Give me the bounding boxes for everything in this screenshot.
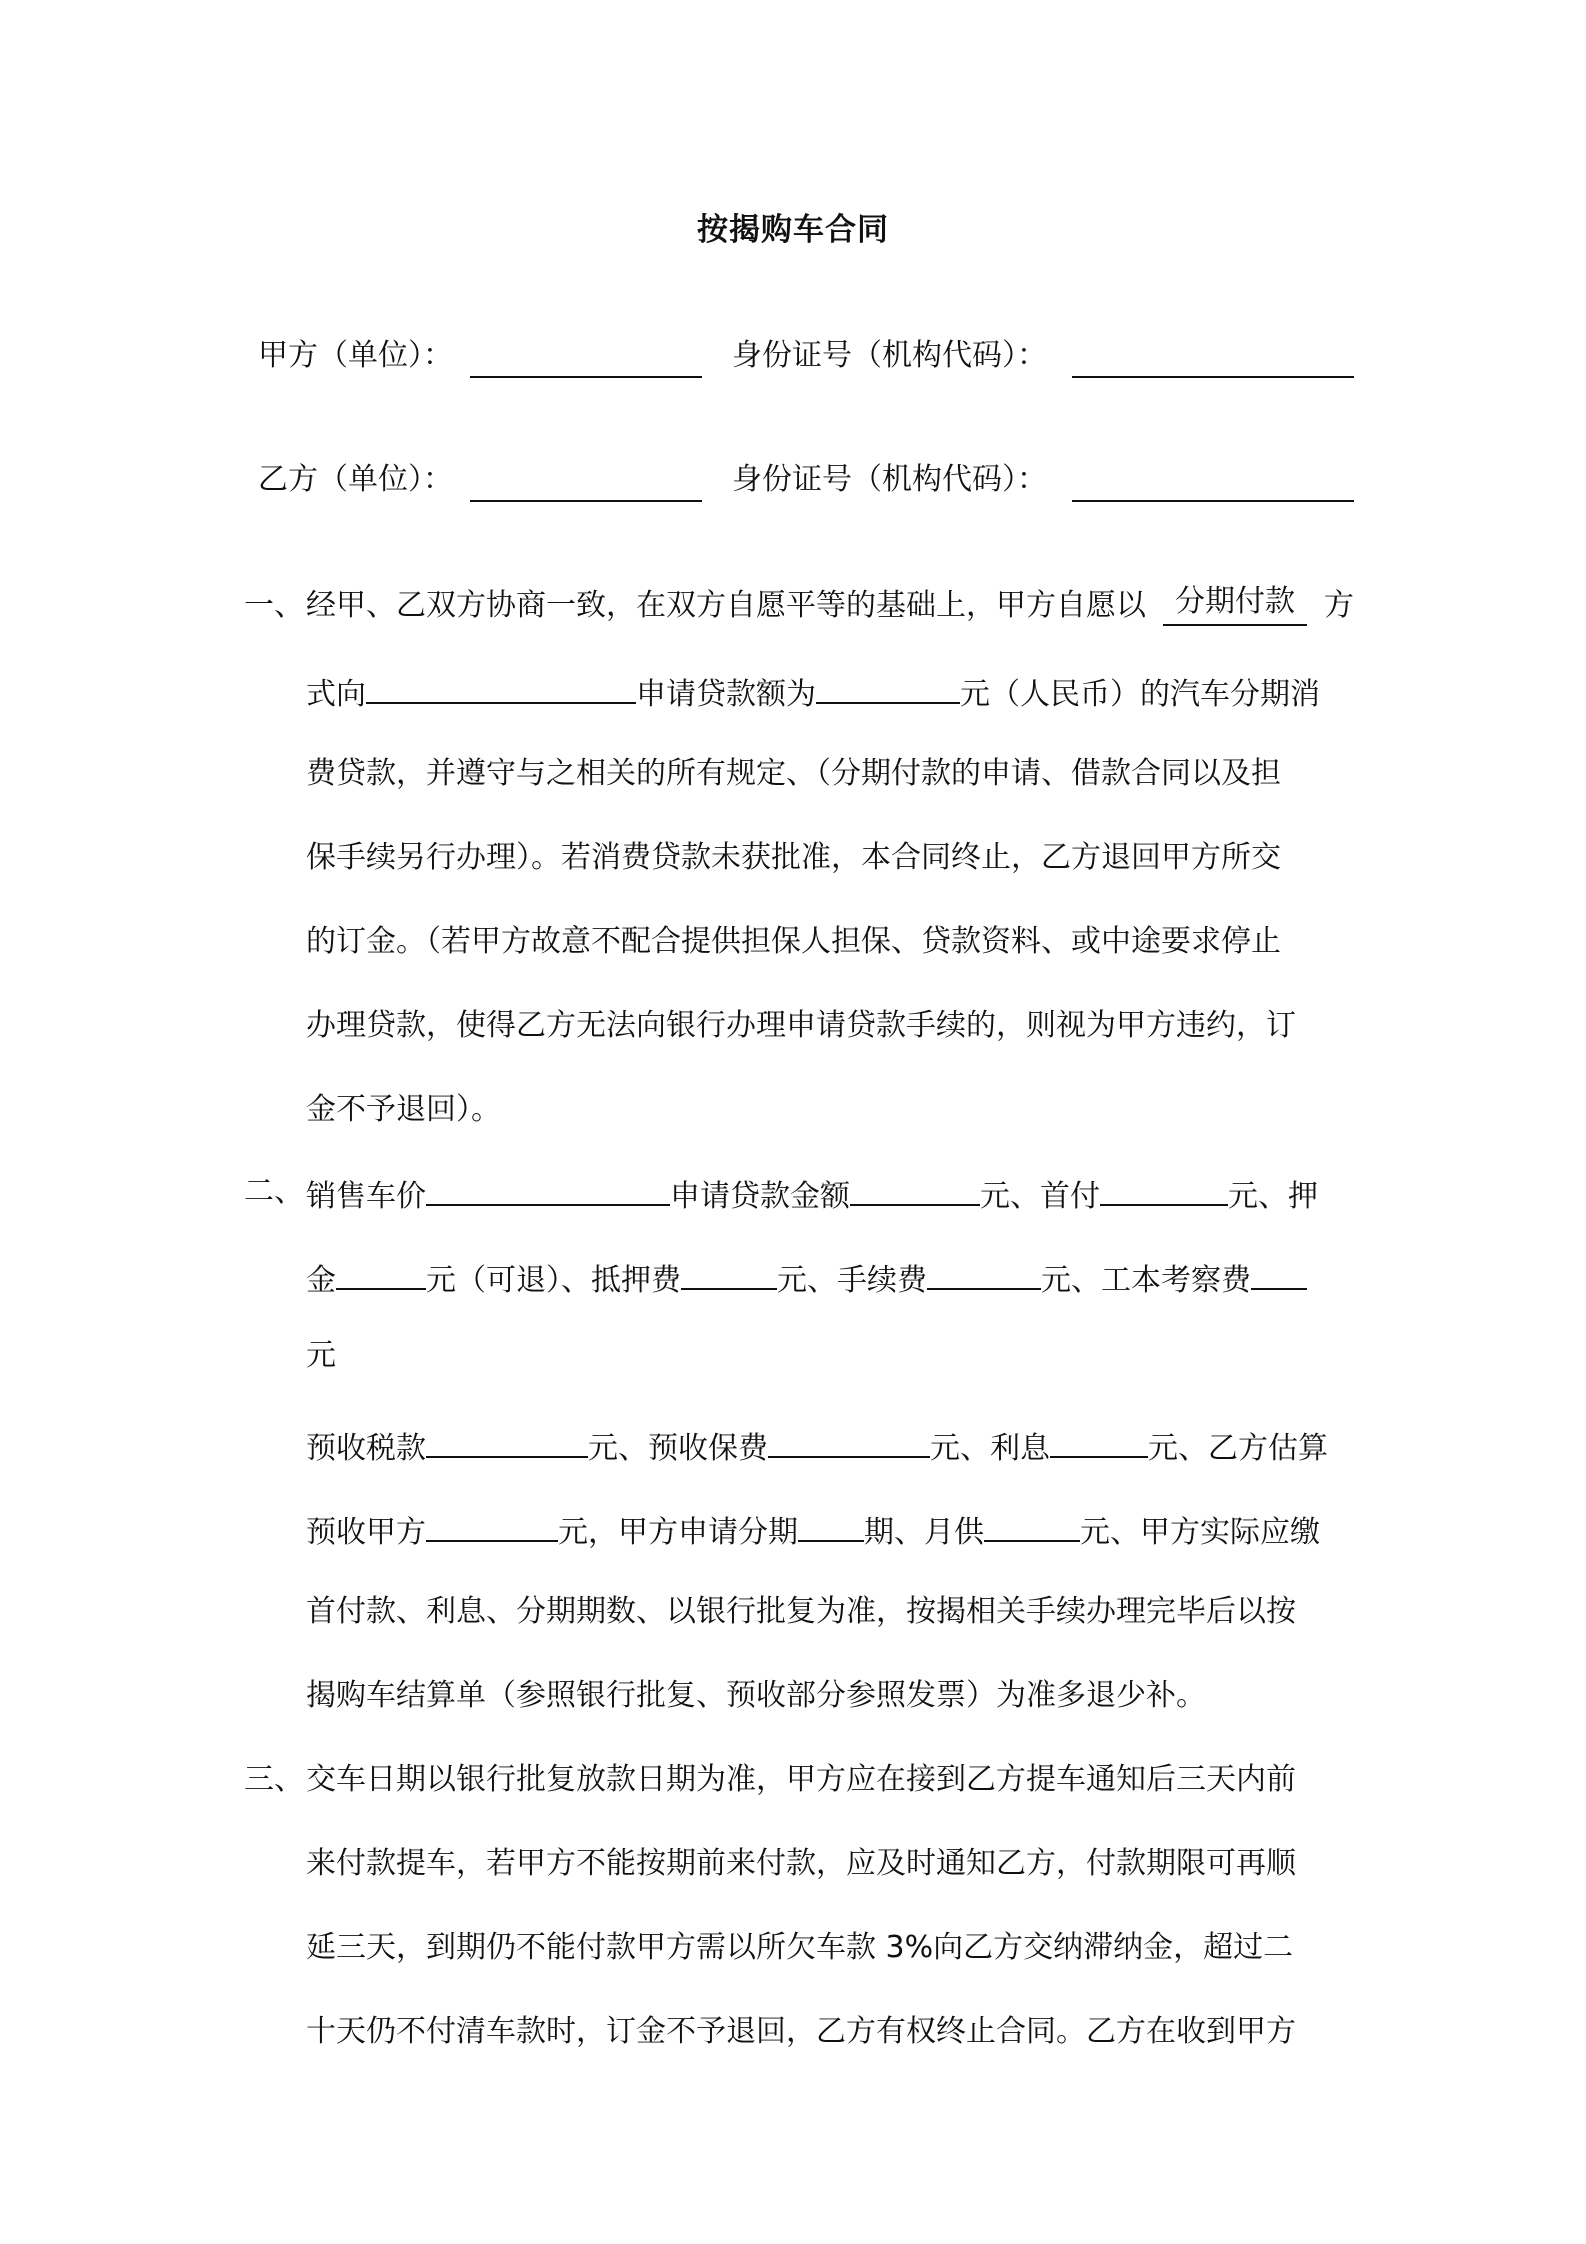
clause-1-text: 方: [1324, 588, 1354, 623]
clause-2-text: 元、押: [1228, 1179, 1318, 1214]
clause-3-number: 三、: [244, 1762, 304, 1797]
clause-2-text: 元、预收保费: [588, 1431, 768, 1466]
clause-1-text: 元（人民币）的汽车分期消: [960, 677, 1320, 712]
party-a-id-blank[interactable]: [1072, 376, 1354, 378]
clause-3: [244, 1760, 1354, 2096]
clause-2-text: 元、甲方实际应缴: [1080, 1515, 1320, 1550]
clause-1-text: 经甲、乙双方协商一致，在双方自愿平等的基础上，甲方自愿以: [306, 588, 1146, 623]
clause-3-line-3: 延三天，到期仍不能付款甲方需以所欠车款 3%向乙方交纳滞纳金，超过二: [306, 1930, 1294, 1965]
clause-2-line-2: [244, 1256, 1354, 1336]
mortgage-fee-blank[interactable]: [681, 1256, 777, 1290]
installment-periods-blank[interactable]: [798, 1508, 864, 1542]
interest-blank[interactable]: [1050, 1424, 1148, 1458]
handling-fee-blank[interactable]: [927, 1256, 1041, 1290]
clause-2-text: 元（可退）、抵押费: [426, 1263, 681, 1298]
clause-2-text: 销售车价: [306, 1179, 426, 1214]
party-b-label: 乙方（单位）：: [258, 462, 453, 497]
clause-2-text: 预收甲方: [306, 1515, 426, 1550]
prepaid-tax-blank[interactable]: [426, 1424, 588, 1458]
clause-2-line-7: 揭购车结算单（参照银行批复、预收部分参照发票）为准多退少补。: [306, 1678, 1206, 1713]
clause-1: [244, 586, 1354, 1174]
clause-2: [244, 1172, 1354, 1760]
clause-2-line-3: 元: [306, 1338, 336, 1373]
clause-2-text: 申请贷款金额: [670, 1179, 850, 1214]
prepaid-insurance-blank[interactable]: [768, 1424, 930, 1458]
clause-3-text: 交车日期以银行批复放款日期为准，甲方应在接到乙方提车通知后三天内前: [306, 1762, 1296, 1797]
clause-2-line-6: 首付款、利息、分期期数、以银行批复为准，按揭相关手续办理完毕后以按: [306, 1594, 1296, 1629]
clause-3-line-2: 来付款提车，若甲方不能按期前来付款，应及时通知乙方，付款期限可再顺: [306, 1846, 1296, 1881]
clause-2-text: 元、手续费: [777, 1263, 927, 1298]
payment-method-field[interactable]: 分期付款: [1163, 586, 1307, 626]
down-payment-blank[interactable]: [1100, 1172, 1228, 1206]
clause-1-text: 申请贷款额为: [636, 677, 816, 712]
prepaid-party-a-blank[interactable]: [426, 1508, 558, 1542]
party-b-id-label: 身份证号（机构代码）：: [732, 462, 1047, 497]
clause-1-line-6: 办理贷款，使得乙方无法向银行办理申请贷款手续的，则视为甲方违约，订: [306, 1008, 1296, 1043]
lender-blank[interactable]: [366, 670, 636, 704]
clause-3-line-1: [244, 1760, 1354, 1844]
clause-1-line-2: [244, 670, 1354, 754]
clause-2-text: 元、乙方估算: [1148, 1431, 1328, 1466]
clause-1-line-4: 保手续另行办理）。若消费贷款未获批准，本合同终止，乙方退回甲方所交: [306, 840, 1281, 875]
clause-2-text: 元，甲方申请分期: [558, 1515, 798, 1550]
party-a-name-blank[interactable]: [470, 376, 702, 378]
clause-2-text: 金: [306, 1263, 336, 1298]
party-a-id-label: 身份证号（机构代码）：: [732, 338, 1047, 373]
deposit-blank[interactable]: [336, 1256, 426, 1290]
monthly-payment-blank[interactable]: [984, 1508, 1080, 1542]
document-title: 按揭购车合同: [697, 212, 889, 248]
clause-1-line-1: [244, 586, 1354, 670]
clause-2-text: 元、利息: [930, 1431, 1050, 1466]
clause-2-text: 期、月供: [864, 1515, 984, 1550]
loan-amount-blank[interactable]: [850, 1172, 980, 1206]
vehicle-price-blank[interactable]: [426, 1172, 670, 1206]
clause-2-line-5: [244, 1508, 1354, 1592]
clause-2-text: 预收税款: [306, 1431, 426, 1466]
party-b-id-blank[interactable]: [1072, 500, 1354, 502]
clause-2-text: 元、首付: [980, 1179, 1100, 1214]
clause-3-line-4: 十天仍不付清车款时，订金不予退回，乙方有权终止合同。乙方在收到甲方: [306, 2014, 1296, 2049]
clause-1-text: 式向: [306, 677, 366, 712]
clause-1-number: 一、: [244, 588, 304, 623]
loan-amount-blank[interactable]: [816, 670, 960, 704]
clause-1-line-3: 费贷款，并遵守与之相关的所有规定、（分期付款的申请、借款合同以及担: [306, 756, 1281, 791]
clause-2-number: 二、: [244, 1174, 304, 1209]
party-b-name-blank[interactable]: [470, 500, 702, 502]
clause-1-line-7: 金不予退回）。: [306, 1092, 501, 1127]
inspection-fee-blank[interactable]: [1251, 1256, 1307, 1290]
clause-2-text: 元、工本考察费: [1041, 1263, 1251, 1298]
party-a-label: 甲方（单位）：: [258, 338, 453, 373]
clause-2-line-4: [244, 1424, 1354, 1508]
clause-1-line-5: 的订金。（若甲方故意不配合提供担保人担保、贷款资料、或中途要求停止: [306, 924, 1281, 959]
clause-2-line-1: [244, 1172, 1354, 1256]
